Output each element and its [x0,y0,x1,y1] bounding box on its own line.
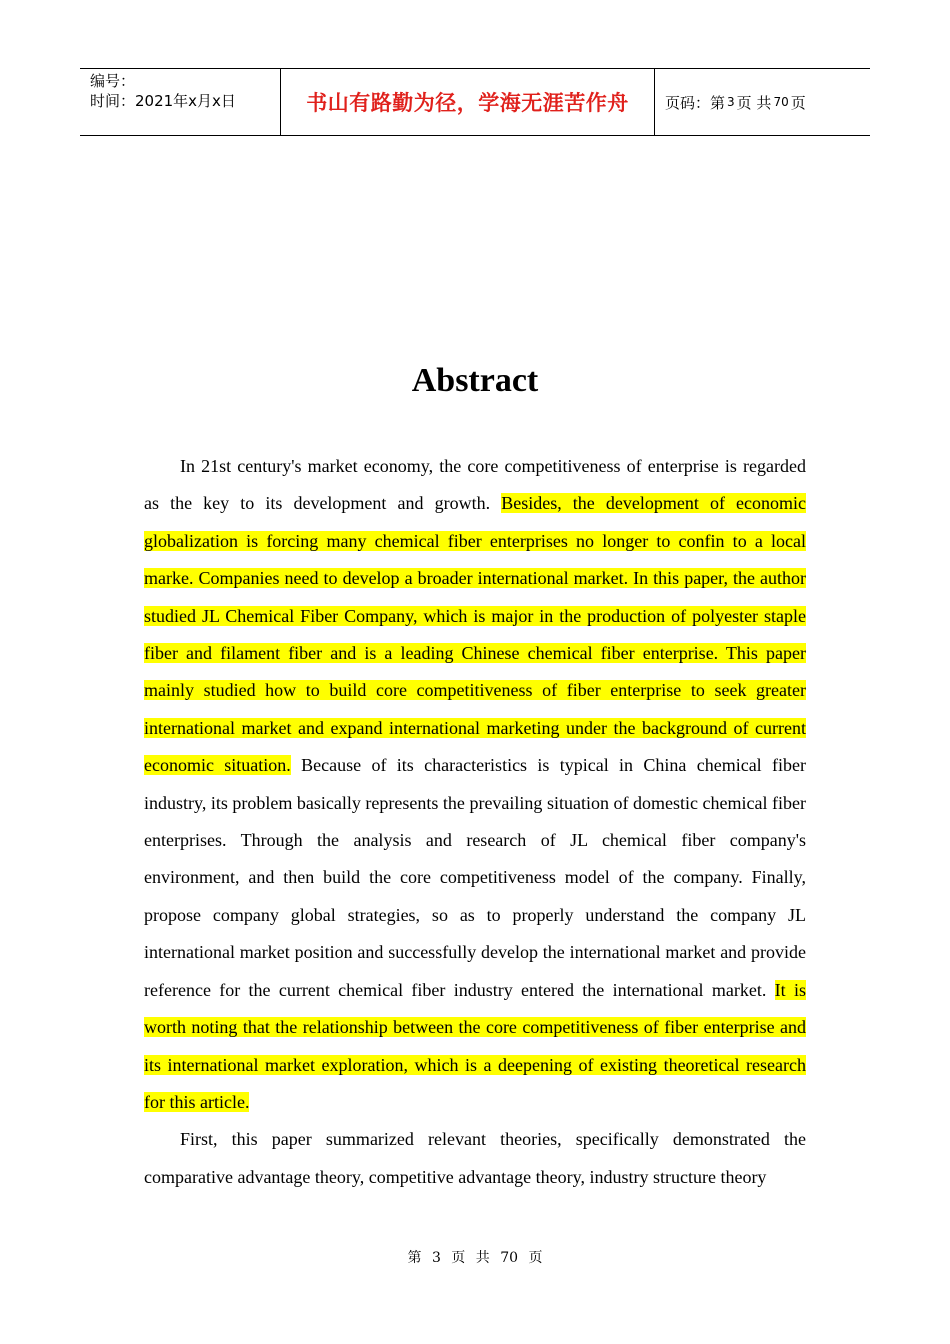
paragraph-1-sentence-1: In 21st century's market economy, the core competitiveness of enterprise is regarded as the key to its development and growth. [144,456,806,514]
header-motto-cell [281,69,655,135]
abstract-body [144,448,806,1196]
page-footer: 第 3 页 共 70 页 [407,1250,543,1266]
highlighted-text: Besides, the development of economic globalization is forcing many chemical fiber enterprises no longer to confin to a local marke. Companies need to develop a broader international market. In this paper, the author studied JL Chemical Fiber Company, which is major in the production of polyester staple fiber and filament fiber and is a leading Chinese chemical fiber enterprise. This paper mainly studied how to build core competitiveness of fiber enterprise to seek greater international market and expand international marketing under the background of current economic situation. [144,493,807,776]
page-prefix: 页码：第 [665,93,726,112]
page-header [80,68,870,136]
document-time-label: 时间：2021年x月x日 [90,92,236,110]
paragraph-1-sentence-3: Because of its characteristics is typical in China chemical fiber industry, its problem basically represents the prevailing situation of domestic chemical fiber enterprises. Through the analysis and research of JL chemical fiber company's environment, and then build the core competitiveness model of the company. Finally, propose company global strategies, so as to properly understand the company JL international market position and successfully develop the international market and provide reference for the current chemical fiber industry entered the international market. [144,755,806,1000]
paragraph-2: First, this paper summarized relevant theories, specifically demonstrated the comparative advantage theory, competitive advantage theory, industry structure theory [144,1129,806,1187]
page-current: 3 [727,95,735,109]
page-mid: 页 共 [736,93,772,112]
page-title: Abstract [411,362,539,399]
highlighted-text: It is worth noting that the relationship between the core competitiveness of fiber enterprise and its international market exploration, which is a deepening of existing theoretical research for this article. [144,979,806,1112]
header-motto: 书山有路勤为径，学海无涯苦作舟 [306,91,629,115]
header-meta-cell [80,69,281,135]
document-number-label: 编号： [90,72,136,90]
page-total: 70 [773,95,789,109]
paragraph-1 [144,448,806,1121]
header-page-cell [655,69,870,135]
page-suffix: 页 [790,93,806,112]
